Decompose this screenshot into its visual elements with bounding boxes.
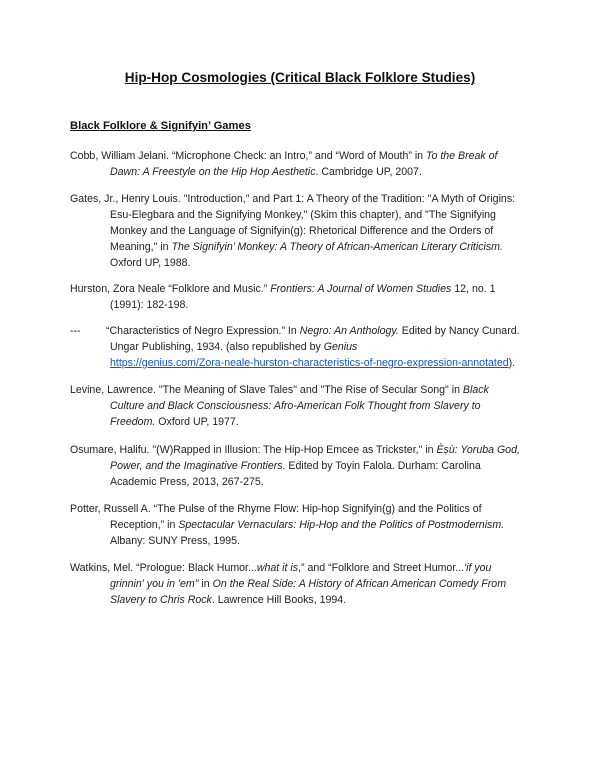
entry-line [70,323,540,339]
entry-line [70,414,540,430]
book-title: Dawn: A Freestyle on the Hip Hop Aesthetic [110,166,316,178]
entry-text: Edited by Nancy Cunard. [398,325,520,337]
entry-line [70,148,540,164]
entry-line [70,592,540,608]
entry-text: ). [508,357,516,369]
entry-line: Academic Press, 2013, 267-275. [110,476,264,488]
entry-text: Meaning," in [110,241,172,253]
entry-text: . Lawrence Hill Books, 1994. [211,594,347,606]
entry-line [70,560,540,576]
book-title: The Signifyin’ Monkey: A Theory of African-American Literary Criticism. [171,241,503,253]
entry-text: . Edited by Toyin Falola. Durham: Carolina [282,460,481,472]
book-title: To the Break of [426,150,498,162]
book-title: Freedom. [110,416,156,428]
book-title: Negro: An Anthology. [299,325,399,337]
entry-line: (1991): 182-198. [110,299,189,311]
chapter-title: grinnin' you in 'em" [110,578,199,590]
section-heading: Black Folklore & Signifyin’ Games [70,120,251,132]
bibliography-entry-potter [70,501,540,549]
entry-text: . Cambridge UP, 2007. [315,166,422,178]
book-title: Black [462,384,489,396]
entry-text: Reception,” in [110,519,179,531]
bibliography-entry-hurston-folklore [70,281,540,313]
bibliography-entry-cobb [70,148,540,180]
entry-text: Hurston, Zora Neale “Folklore and Music.” [70,283,271,295]
book-title: Culture and Black Consciousness: Afro-American Folk Thought from Slavery to [110,400,481,412]
bibliography-entry-watkins [70,560,540,608]
entry-line [70,281,540,297]
repeat-author-dash: --- [70,325,81,337]
book-title: On the Real Side: A History of African American Comedy From [212,578,507,590]
entry-line: Potter, Russell A. “The Pulse of the Rhyme Flow: Hip-hop Signifyin(g) and the Politics of [70,503,482,515]
entry-line [70,382,540,398]
entry-line: Albany: SUNY Press, 1995. [110,535,240,547]
entry-text: in [198,578,213,590]
entry-line: Monkey and the Language of Signifyin(g): Rhetorical Difference and the Orders of [110,225,494,237]
publisher-name: Genius [323,341,358,353]
entry-text: “Characteristics of Negro Expression.” In [106,325,300,337]
entry-line [70,442,540,458]
entry-line [70,355,540,371]
entry-text: Ungar Publishing, 1934. (also republished by [110,341,324,353]
book-title: Power, and the Imaginative Frontiers [110,460,283,472]
entry-line: Esu-Elegbara and the Signifying Monkey," (Skim this chapter), and "The Signifying [110,209,496,221]
entry-line [70,517,540,533]
book-title: Spectacular Vernaculars: Hip-Hop and the Politics of Postmodernism. [178,519,505,531]
entry-text: Levine, Lawrence. "The Meaning of Slave Tales" and "The Rise of Secular Song" in [70,384,463,396]
entry-text: ,” and “Folklore and Street Humor... [298,562,465,574]
bibliography-entry-gates [70,191,540,271]
book-title: Èṣù: Yoruba God, [436,444,520,456]
entry-line: Oxford UP, 1988. [110,257,191,269]
bibliography-entry-hurston-characteristics [70,323,540,371]
entry-line [70,339,540,355]
bibliography-entry-levine [70,382,540,430]
journal-title: Frontiers: A Journal of Women Studies [270,283,452,295]
entry-line [70,164,540,180]
book-title: Slavery to Chris Rock [110,594,212,606]
document-title: Hip-Hop Cosmologies (Critical Black Folklore Studies) [124,70,476,85]
entry-text: Cobb, William Jelani. “Microphone Check: an Intro,” and “Word of Mouth” in [70,150,427,162]
chapter-title: what it is [256,562,299,574]
entry-text: Osumare, Halifu. "(W)Rapped in Illusion: The Hip-Hop Emcee as Trickster," in [70,444,437,456]
entry-text: 12, no. 1 [451,283,496,295]
genius-link[interactable]: https://genius.com/Zora-neale-hurston-characteristics-of-negro-expression-annotated [110,357,509,369]
entry-line [70,398,540,414]
entry-line [70,239,540,255]
entry-text: Watkins, Mel. “Prologue: Black Humor... [70,562,257,574]
entry-line: Gates, Jr., Henry Louis. "Introduction," and Part 1: A Theory of the Tradition: "A Myth of Origins: [70,193,516,205]
entry-line [70,576,540,592]
entry-line [70,458,540,474]
entry-text: Oxford UP, 1977. [155,416,239,428]
bibliography-entry-osumare [70,442,540,490]
chapter-title: 'if you [464,562,492,574]
